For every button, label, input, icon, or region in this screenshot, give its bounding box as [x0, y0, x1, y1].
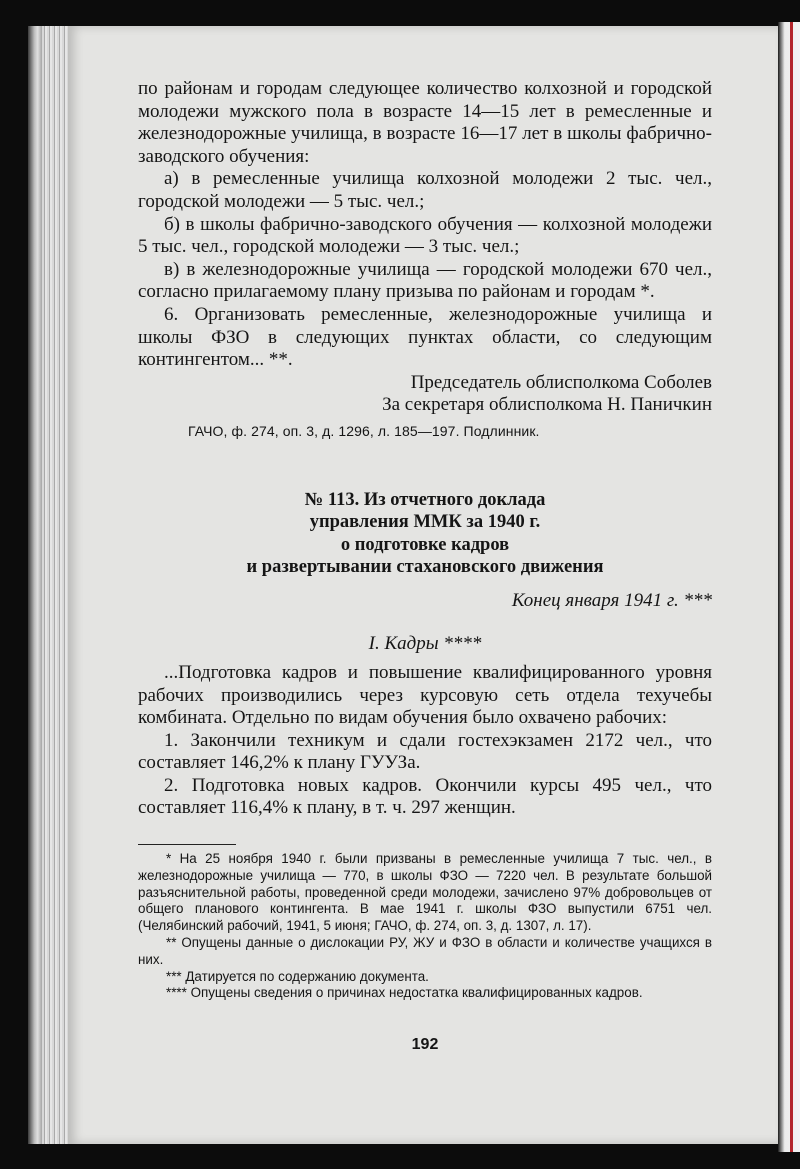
- page-number: 192: [411, 1036, 439, 1053]
- signature-secretary: За секретаря облисполкома Н. Паничкин: [382, 394, 712, 416]
- heading-line: № 113. Из отчетного доклада: [304, 489, 546, 510]
- heading-line: и развертывании стахановского движения: [246, 557, 604, 578]
- document-paragraph: ...Подготовка кадров и повышение квалифицированного уровня рабочих производились через курсовую сеть отдела техучебы комбината. Отдельно по видам обучения было охвачено рабочих:: [138, 661, 712, 729]
- heading-line: управления ММК за 1940 г.: [309, 512, 541, 533]
- page-stack-edge: [42, 26, 70, 1144]
- red-edge-line: [790, 22, 793, 1152]
- footnote: **** Опущены сведения о причинах недостатка квалифицированных кадров.: [166, 985, 643, 1001]
- signature-chairman: Председатель облисполкома Соболев: [410, 371, 712, 393]
- document-paragraph: 2. Подготовка новых кадров. Окончили курсы 495 чел., что составляет 116,4% к плану, в т. ч. 297 женщин.: [138, 774, 712, 819]
- footnotes: [138, 851, 712, 1002]
- section-title: I. Кадры ****: [368, 632, 482, 654]
- document-heading: [138, 489, 712, 579]
- footnote: * На 25 ноября 1940 г. были призваны в ремесленные училища 7 тыс. чел., в железнодорожные училища — 770, в школы ФЗО — 7220 чел. В результате большой разъяснительной работы, проведенной среди молодежи, зачислено 97% добровольцев от общего планового контингента. В мае 1941 г. школы ФЗО выпустили 6751 чел. (Челябинский рабочий, 1941, 5 июня; ГАЧО, ф. 274, оп. 3, д. 1307, л. 17).: [138, 851, 712, 934]
- previous-document-text: [138, 78, 712, 372]
- facing-page-edge: [778, 22, 800, 1152]
- body-paragraph: 6. Организовать ремесленные, железнодорожные училища и школы ФЗО в следующих пунктах области, со следующим контингентом... **.: [138, 303, 712, 371]
- document-text: [138, 662, 712, 820]
- footnote: *** Датируется по содержанию документа.: [166, 968, 429, 984]
- footnote: ** Опущены данные о дислокации РУ, ЖУ и ФЗО в области и количестве учащихся в них.: [138, 935, 712, 967]
- footnote-separator: [138, 844, 236, 845]
- body-paragraph: б) в школы фабрично-заводского обучения — колхозной молодежи 5 тыс. чел., городской молодежи — 3 тыс. чел.;: [138, 213, 712, 258]
- heading-line: о подготовке кадров: [340, 534, 510, 555]
- body-paragraph: а) в ремесленные училища колхозной молодежи 2 тыс. чел., городской молодежи — 5 тыс. чел.;: [138, 168, 712, 212]
- page-content: [138, 78, 712, 1053]
- document-paragraph: 1. Закончили техникум и сдали гостехэкзамен 2172 чел., что составляет 146,2% к плану ГУУЗа.: [138, 729, 712, 774]
- body-paragraph: в) в железнодорожные училища — городской молодежи 670 чел., согласно прилагаемому плану призыва по районам и городам *.: [138, 258, 712, 303]
- archive-source: ГАЧО, ф. 274, оп. 3, д. 1296, л. 185—197. Подлинник.: [188, 422, 540, 439]
- body-paragraph: по районам и городам следующее количество колхозной и городской молодежи мужского пола в возрасте 14—15 лет в ремесленные и железнодорожные училища, в возрасте 16—17 лет в школы фабрично-заводского обучения:: [138, 78, 712, 167]
- document-date: Конец января 1941 г. ***: [511, 589, 712, 611]
